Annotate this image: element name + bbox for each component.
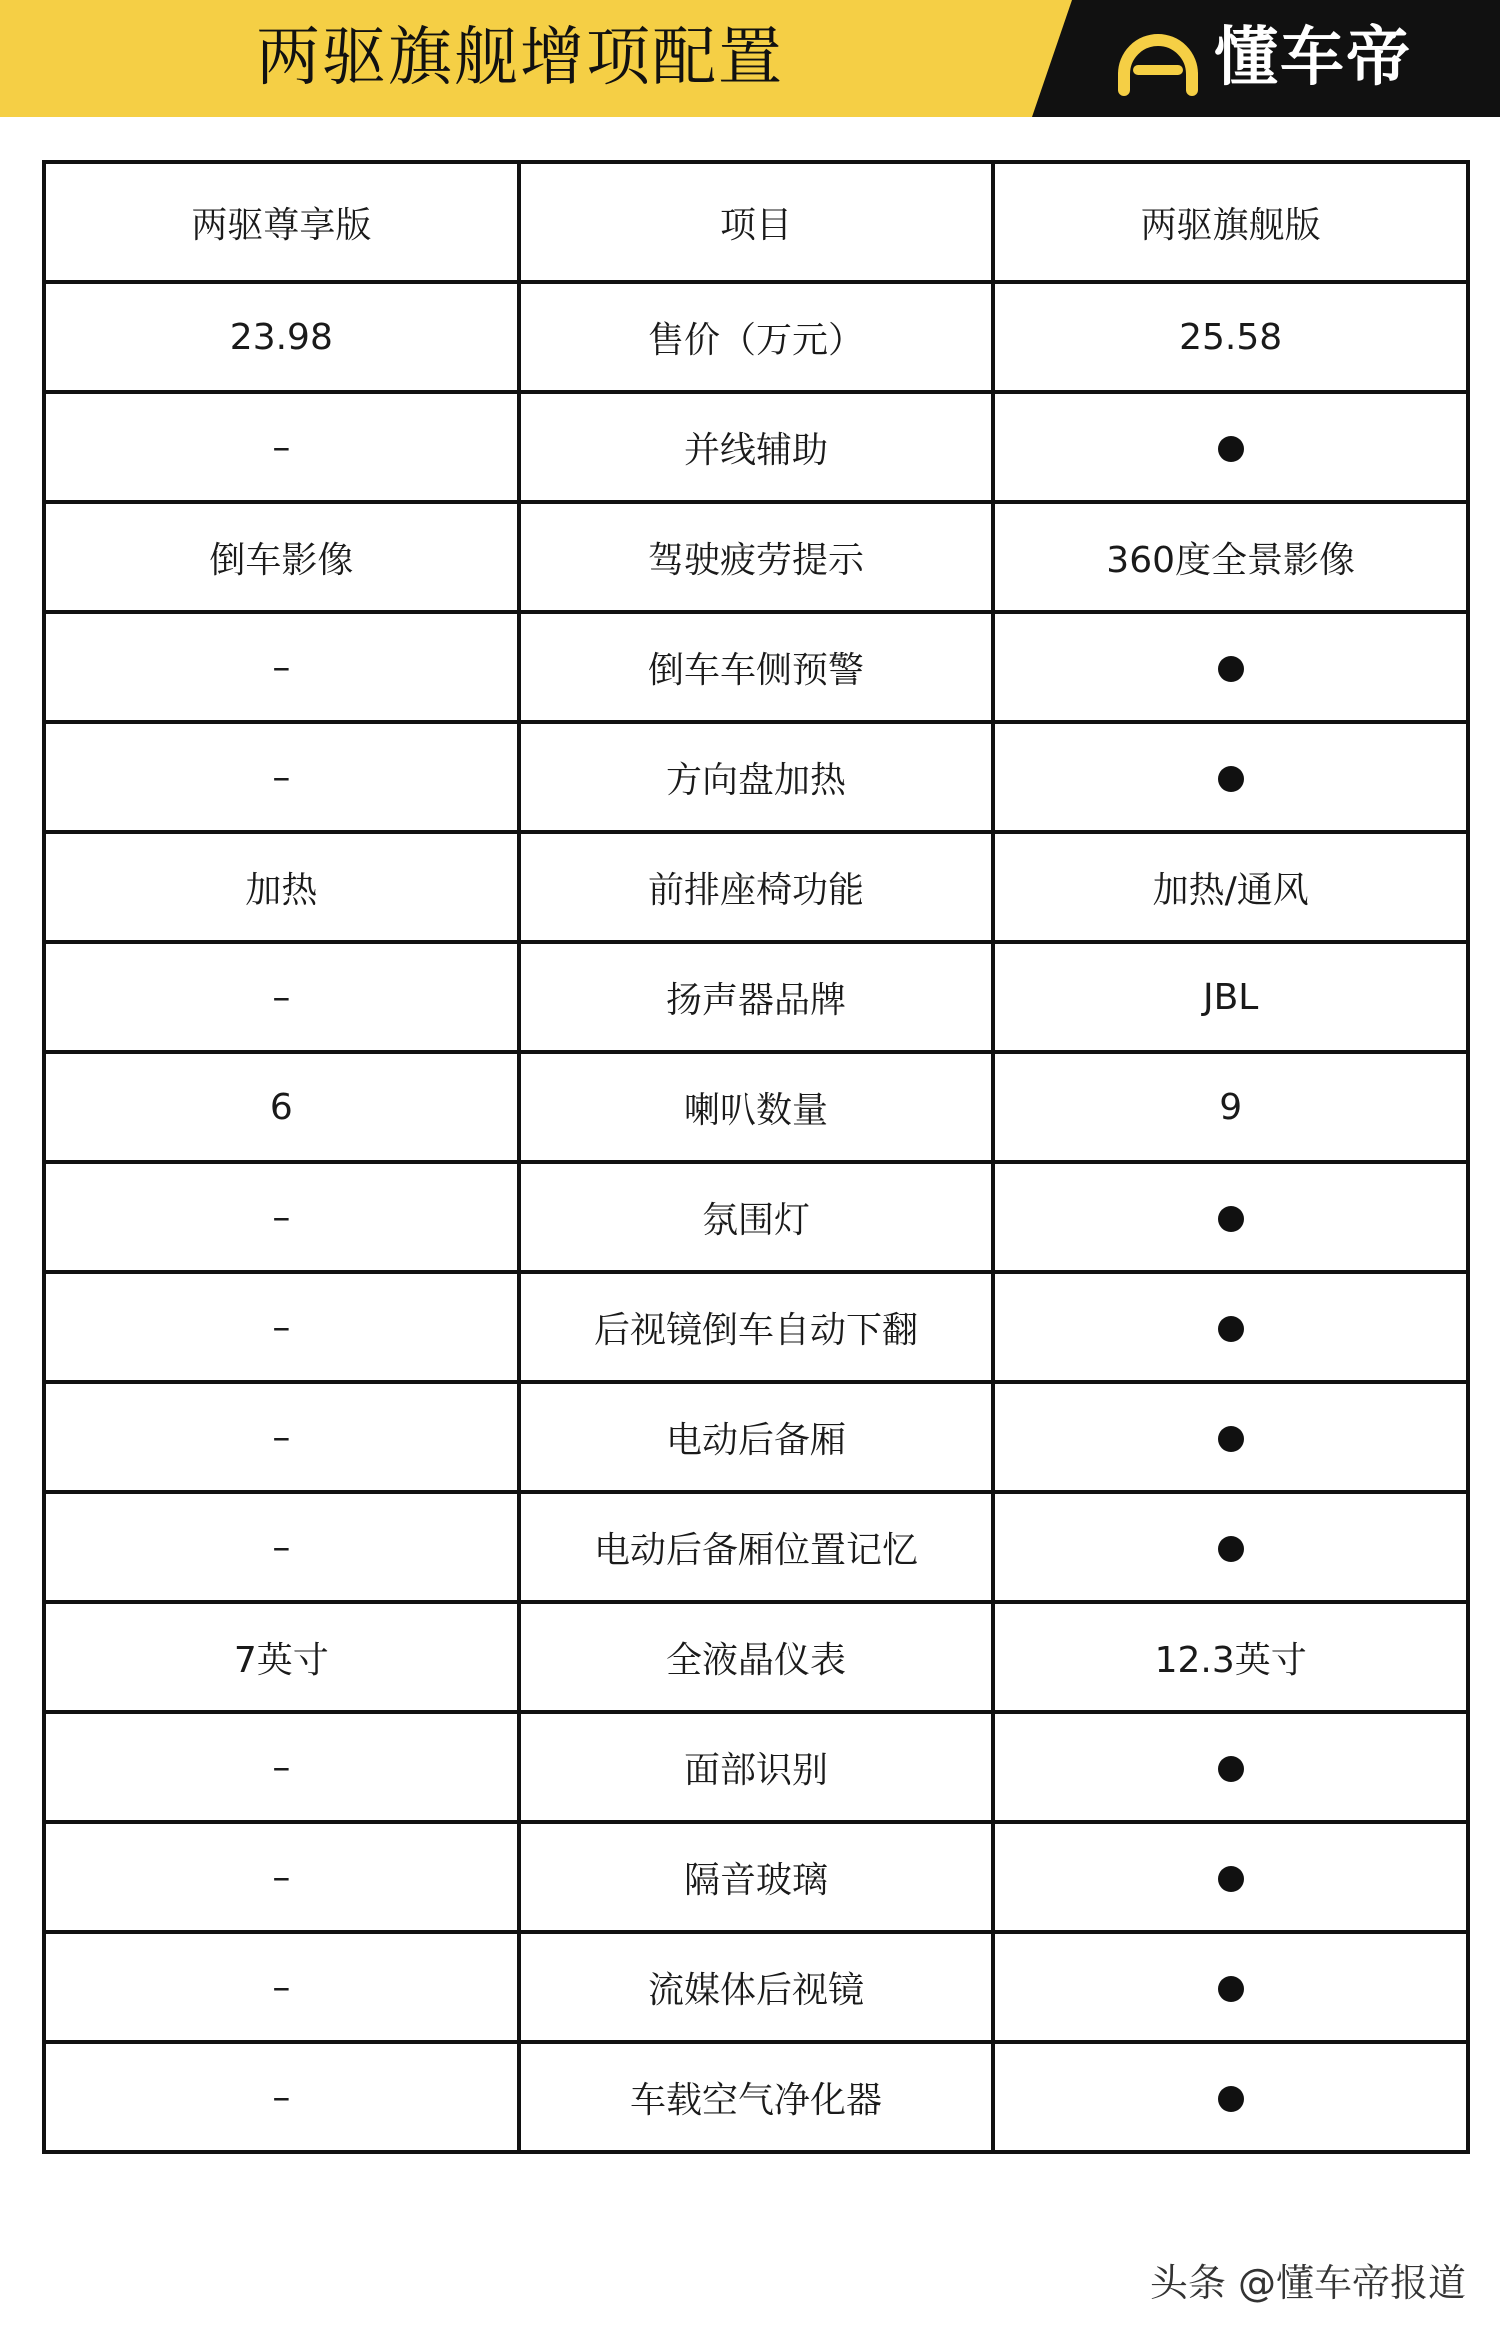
table-header-row bbox=[44, 162, 1468, 282]
cell-flagship-trim bbox=[993, 1822, 1468, 1932]
filled-dot-icon bbox=[1218, 1976, 1244, 2002]
cell-base-trim: – bbox=[44, 1932, 519, 2042]
cell-base-trim: 倒车影像 bbox=[44, 502, 519, 612]
cell-flagship-trim bbox=[993, 722, 1468, 832]
header-cell-right: 两驱旗舰版 bbox=[993, 162, 1468, 282]
cell-flagship-trim: JBL bbox=[993, 942, 1468, 1052]
brand-name: 懂车帝 bbox=[1214, 21, 1412, 95]
table-row bbox=[44, 832, 1468, 942]
header-cell-item: 项目 bbox=[519, 162, 994, 282]
page-title: 两驱旗舰增项配置 bbox=[256, 21, 784, 95]
steering-wheel-logo-icon bbox=[1116, 18, 1200, 98]
header-banner bbox=[0, 0, 1500, 117]
cell-flagship-trim: 360度全景影像 bbox=[993, 502, 1468, 612]
filled-dot-icon bbox=[1218, 1866, 1244, 1892]
cell-flagship-trim bbox=[993, 392, 1468, 502]
filled-dot-icon bbox=[1218, 1206, 1244, 1232]
table-row bbox=[44, 2042, 1468, 2152]
cell-base-trim: – bbox=[44, 942, 519, 1052]
cell-base-trim: – bbox=[44, 1162, 519, 1272]
cell-item: 前排座椅功能 bbox=[519, 832, 994, 942]
cell-item: 喇叭数量 bbox=[519, 1052, 994, 1162]
cell-base-trim: – bbox=[44, 1272, 519, 1382]
table-row bbox=[44, 612, 1468, 722]
cell-item: 倒车车侧预警 bbox=[519, 612, 994, 722]
cell-flagship-trim bbox=[993, 1382, 1468, 1492]
cell-base-trim: – bbox=[44, 1712, 519, 1822]
watermark: 头条 @懂车帝报道 bbox=[1149, 2261, 1466, 2305]
table-row bbox=[44, 282, 1468, 392]
cell-flagship-trim: 加热/通风 bbox=[993, 832, 1468, 942]
table-row bbox=[44, 1052, 1468, 1162]
cell-flagship-trim: 9 bbox=[993, 1052, 1468, 1162]
cell-item: 全液晶仪表 bbox=[519, 1602, 994, 1712]
config-table-wrap bbox=[42, 160, 1470, 2154]
cell-base-trim: 23.98 bbox=[44, 282, 519, 392]
cell-base-trim: – bbox=[44, 2042, 519, 2152]
filled-dot-icon bbox=[1218, 1316, 1244, 1342]
cell-flagship-trim bbox=[993, 612, 1468, 722]
cell-item: 电动后备厢位置记忆 bbox=[519, 1492, 994, 1602]
cell-item: 并线辅助 bbox=[519, 392, 994, 502]
filled-dot-icon bbox=[1218, 766, 1244, 792]
cell-base-trim: – bbox=[44, 612, 519, 722]
table-row bbox=[44, 722, 1468, 832]
filled-dot-icon bbox=[1218, 1756, 1244, 1782]
filled-dot-icon bbox=[1218, 656, 1244, 682]
cell-base-trim: 7英寸 bbox=[44, 1602, 519, 1712]
cell-item: 流媒体后视镜 bbox=[519, 1932, 994, 2042]
cell-item: 售价（万元） bbox=[519, 282, 994, 392]
cell-flagship-trim: 12.3英寸 bbox=[993, 1602, 1468, 1712]
cell-item: 车载空气净化器 bbox=[519, 2042, 994, 2152]
cell-item: 面部识别 bbox=[519, 1712, 994, 1822]
cell-base-trim: – bbox=[44, 1382, 519, 1492]
cell-item: 电动后备厢 bbox=[519, 1382, 994, 1492]
cell-base-trim: 6 bbox=[44, 1052, 519, 1162]
filled-dot-icon bbox=[1218, 2086, 1244, 2112]
cell-flagship-trim bbox=[993, 1712, 1468, 1822]
table-row bbox=[44, 942, 1468, 1052]
cell-item: 方向盘加热 bbox=[519, 722, 994, 832]
table-row bbox=[44, 1602, 1468, 1712]
table-row bbox=[44, 1492, 1468, 1602]
cell-base-trim: – bbox=[44, 1492, 519, 1602]
cell-flagship-trim bbox=[993, 1272, 1468, 1382]
cell-item: 后视镜倒车自动下翻 bbox=[519, 1272, 994, 1382]
table-row bbox=[44, 1382, 1468, 1492]
cell-flagship-trim bbox=[993, 1162, 1468, 1272]
table-row bbox=[44, 1162, 1468, 1272]
cell-flagship-trim bbox=[993, 1932, 1468, 2042]
cell-base-trim: – bbox=[44, 722, 519, 832]
table-row bbox=[44, 1822, 1468, 1932]
brand bbox=[1116, 18, 1412, 98]
table-row bbox=[44, 392, 1468, 502]
table-row bbox=[44, 1932, 1468, 2042]
cell-item: 隔音玻璃 bbox=[519, 1822, 994, 1932]
table-row bbox=[44, 502, 1468, 612]
table-row bbox=[44, 1712, 1468, 1822]
cell-item: 氛围灯 bbox=[519, 1162, 994, 1272]
cell-flagship-trim bbox=[993, 2042, 1468, 2152]
cell-base-trim: – bbox=[44, 392, 519, 502]
table-row bbox=[44, 1272, 1468, 1382]
filled-dot-icon bbox=[1218, 1536, 1244, 1562]
header-cell-left: 两驱尊享版 bbox=[44, 162, 519, 282]
cell-item: 扬声器品牌 bbox=[519, 942, 994, 1052]
cell-flagship-trim bbox=[993, 1492, 1468, 1602]
cell-base-trim: – bbox=[44, 1822, 519, 1932]
cell-item: 驾驶疲劳提示 bbox=[519, 502, 994, 612]
filled-dot-icon bbox=[1218, 436, 1244, 462]
config-table bbox=[42, 160, 1470, 2154]
cell-base-trim: 加热 bbox=[44, 832, 519, 942]
cell-flagship-trim: 25.58 bbox=[993, 282, 1468, 392]
filled-dot-icon bbox=[1218, 1426, 1244, 1452]
